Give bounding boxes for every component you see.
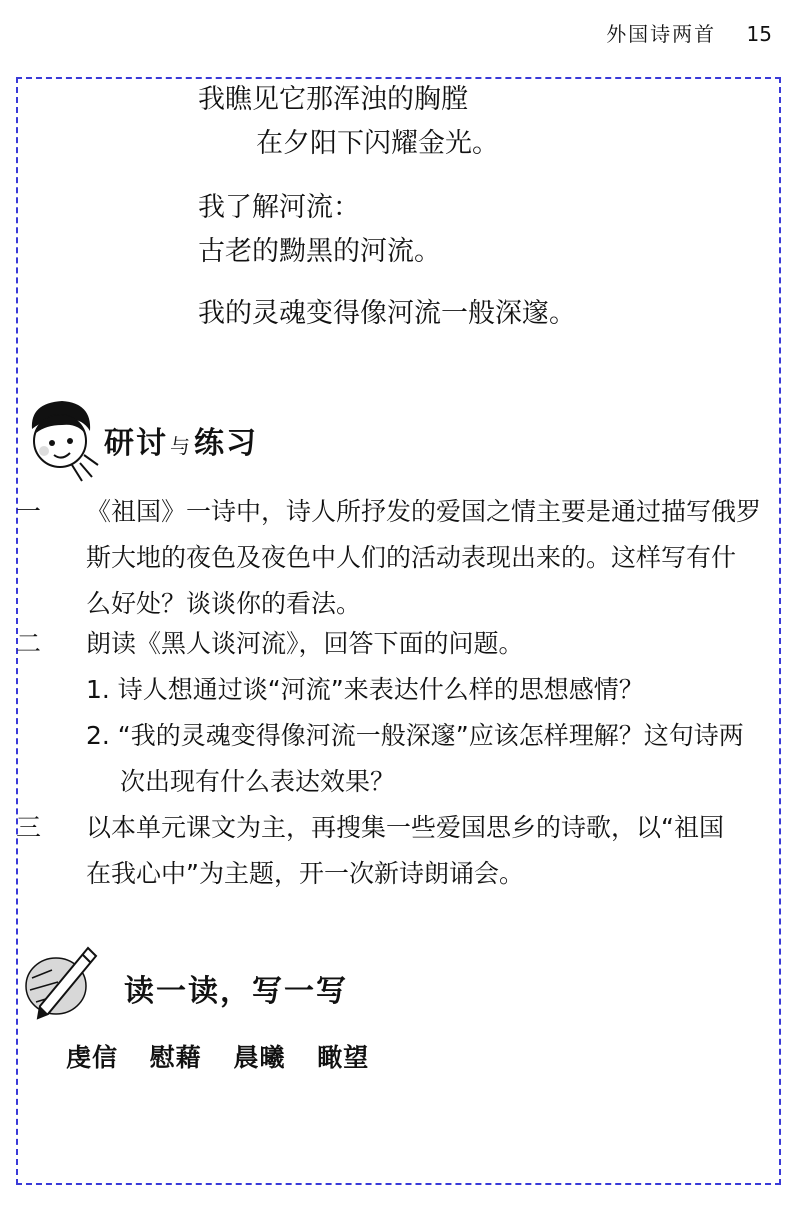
pencil-icon [22, 942, 102, 1028]
exercise-text: 《祖国》一诗中，诗人所抒发的爱国之情主要是通过描写俄罗 [86, 497, 762, 526]
vocabulary-word: 虔信 [66, 1043, 119, 1072]
vocabulary-list [66, 1038, 391, 1074]
exercise-number: 三 [16, 813, 42, 842]
exercise-text: 以本单元课文为主，再搜集一些爱国思乡的诗歌，以“祖国 [86, 813, 724, 842]
vocabulary-word: 慰藉 [149, 1043, 202, 1072]
exercise-text: 么好处？谈谈你的看法。 [86, 589, 362, 618]
sub-question: 1. 诗人想通过谈“河流”来表达什么样的思想感情？ [86, 675, 644, 704]
vocabulary-word: 晨曦 [233, 1043, 286, 1072]
exercise-number: 一 [16, 497, 42, 526]
exercise-text: 朗读《黑人谈河流》，回答下面的问题。 [86, 629, 524, 658]
header-title: 外国诗两首 [606, 22, 717, 46]
vocabulary-word: 瞰望 [317, 1043, 370, 1072]
child-face-icon [22, 395, 102, 489]
poem-excerpt [198, 78, 576, 336]
poem-line: 我了解河流： [198, 192, 360, 223]
poem-line: 我的灵魂变得像河流一般深邃。 [198, 298, 576, 329]
page-number: 15 [746, 22, 772, 46]
sub-question: 2. “我的灵魂变得像河流一般深邃”应该怎样理解？这句诗两 [86, 721, 744, 750]
poem-line: 我瞧见它那浑浊的胸膛 [198, 84, 468, 115]
poem-line: 在夕阳下闪耀金光。 [256, 128, 499, 159]
exercise-number: 二 [16, 629, 42, 658]
section-title-discussion: 研讨 与练习 [104, 426, 258, 461]
section-title-read-write: 读一读，写一写 [124, 974, 348, 1009]
page-header [606, 18, 772, 47]
exercise-text: 在我心中”为主题，开一次新诗朗诵会。 [86, 859, 524, 888]
sub-question: 次出现有什么表达效果？ [120, 767, 396, 796]
exercise-text: 斯大地的夜色及夜色中人们的活动表现出来的。这样写有什 [86, 543, 737, 572]
poem-line: 古老的黝黑的河流。 [198, 236, 441, 267]
